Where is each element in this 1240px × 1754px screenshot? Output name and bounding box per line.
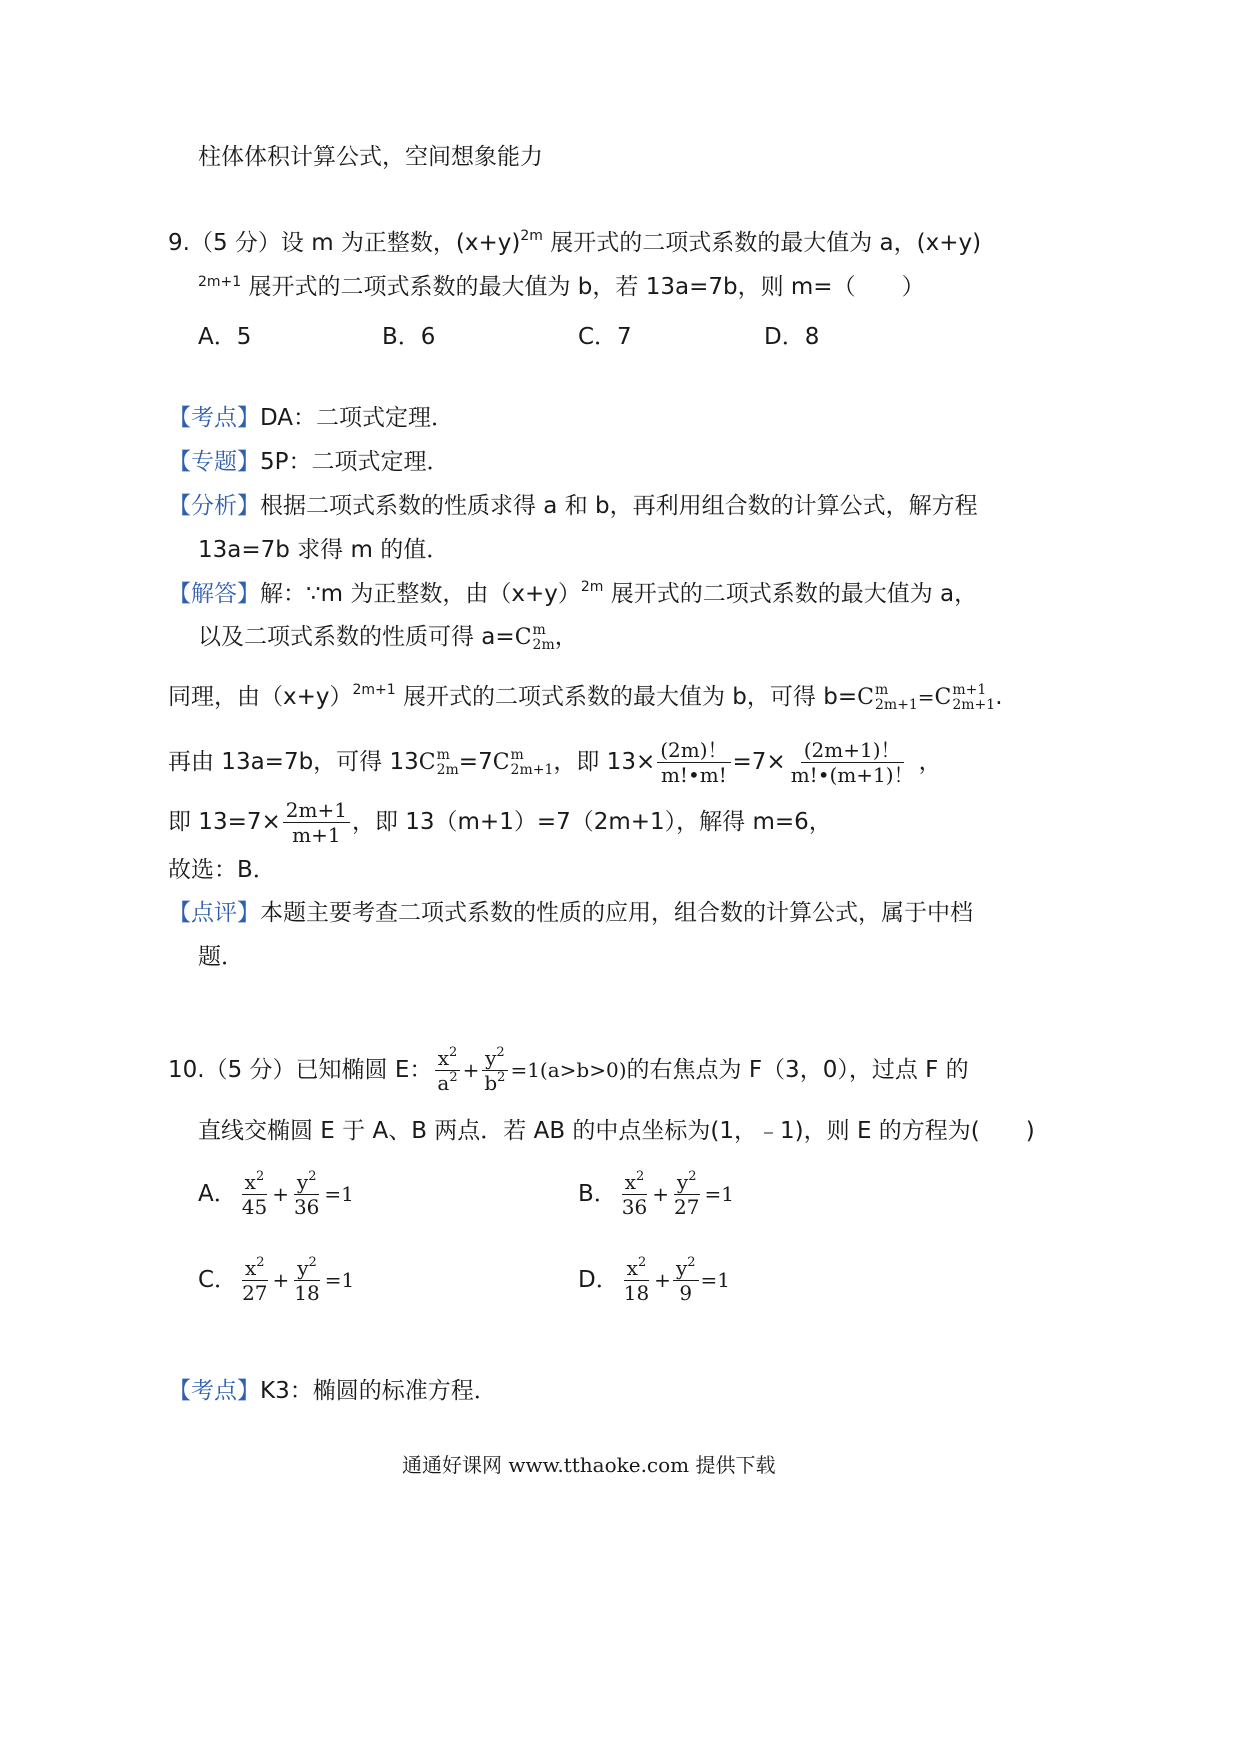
fraction: $\frac{2m+1}{m+1}$ (283, 800, 350, 845)
combination: C m 2m+1 (857, 681, 918, 713)
fenxi-tag: 【分析】 (168, 493, 260, 519)
question-10-stem: 10.（5 分）已知椭圆 E： $\frac{x^2}{a^2}$ + $\frac{y^2}{b^2}$ =1(a>b>0)的右焦点为 F（3，0），过点 F 的 (168, 1045, 969, 1095)
question-9-stem-cont: $^{2m+1}$ 展开式的二项式系数的最大值为 b，若 13a=7b，则 m=（ ） (198, 274, 925, 300)
jieda-line-5: 即 13=7× $\frac{2m+1}{m+1}$ ，即 13（m+1）=7（2m+1），解得 m=6， (168, 798, 832, 847)
jieda-tag: 【解答】 (168, 581, 260, 607)
kaodian-tag: 【考点】 (168, 405, 260, 431)
combination: C m+1 2m+1 (934, 681, 996, 713)
option-b: B．6 (382, 324, 436, 350)
dianping-tag: 【点评】 (168, 900, 260, 926)
question-9-stem: 9.（5 分）设 m 为正整数，$(x+y)^{2m}$ 展开式的二项式系数的最大值为 a，(x+y) (168, 228, 982, 256)
fenxi-line: 【分析】根据二项式系数的性质求得 a 和 b，再利用组合数的计算公式，解方程 (168, 493, 978, 519)
fenxi-line-2: 13a=7b 求得 m 的值． (198, 537, 450, 563)
option-c: C． $\frac{x^2}{27}$ + $\frac{y^2}{18}$ =1 (198, 1255, 355, 1305)
option-d: D．8 (764, 324, 820, 350)
option-a: A．5 (198, 324, 252, 350)
dianping-line: 【点评】本题主要考查二项式系数的性质的应用，组合数的计算公式，属于中档 (168, 900, 973, 926)
jieda-line-4: 再由 13a=7b，可得 13 C m 2m =7 C m 2m+1 ，即 13× $\frac{(2m)!}{m!•m!}$ =7× $\frac{(2m+1)!}{m!•(m+1)!}$ ， (168, 738, 942, 787)
fraction: $\frac{(2m)!}{m!•m!}$ (657, 740, 730, 785)
combination: C m 2m+1 (492, 746, 554, 778)
question-10-stem-cont: 直线交椭圆 E 于 A、B 两点．若 AB 的中点坐标为(1，﹣1)，则 E 的方程为( ) (198, 1118, 1035, 1144)
combination: C m 2m (418, 746, 459, 778)
text-line: 柱体体积计算公式，空间想象能力 (198, 144, 543, 170)
kaodian-line: 【考点】DA：二项式定理． (168, 405, 455, 431)
fraction: $\frac{y^2}{b^2}$ (481, 1048, 508, 1093)
answer-line: 故选：B． (168, 857, 276, 883)
dianping-line-2: 题． (198, 944, 244, 970)
footer: 通通好课网 www.tthaoke.com 提供下载 (402, 1453, 776, 1477)
combination: C m 2m (514, 621, 555, 653)
kaodian-line: 【考点】K3：椭圆的标准方程． (168, 1378, 497, 1404)
option-b: B． $\frac{x^2}{36}$ + $\frac{y^2}{27}$ =1 (578, 1169, 734, 1219)
option-d: D． $\frac{x^2}{18}$ + $\frac{y^2}{9}$ =1 (578, 1255, 731, 1305)
zhuanti-tag: 【专题】 (168, 449, 260, 475)
jieda-line: 【解答】解：∵m 为正整数，由$(x+y)^{2m}$ 展开式的二项式系数的最大值为 a， (168, 579, 978, 607)
zhuanti-line: 【专题】5P：二项式定理． (168, 449, 450, 475)
jieda-line-2: 以及二项式系数的性质可得 a= C m 2m ， (198, 621, 578, 653)
kaodian-tag: 【考点】 (168, 1378, 260, 1404)
fraction: $\frac{x^2}{a^2}$ (434, 1048, 460, 1093)
option-c: C．7 (578, 324, 632, 350)
jieda-line-3: 同理，由$(x+y)^{2m+1}$ 展开式的二项式系数的最大值为 b，可得 b= C m 2m+1 = C m+1 2m+1 . (168, 681, 1003, 713)
option-a: A． $\frac{x^2}{45}$ + $\frac{y^2}{36}$ =1 (198, 1169, 354, 1219)
fraction: $\frac{(2m+1)!}{m!•(m+1)!}$ (790, 738, 914, 787)
